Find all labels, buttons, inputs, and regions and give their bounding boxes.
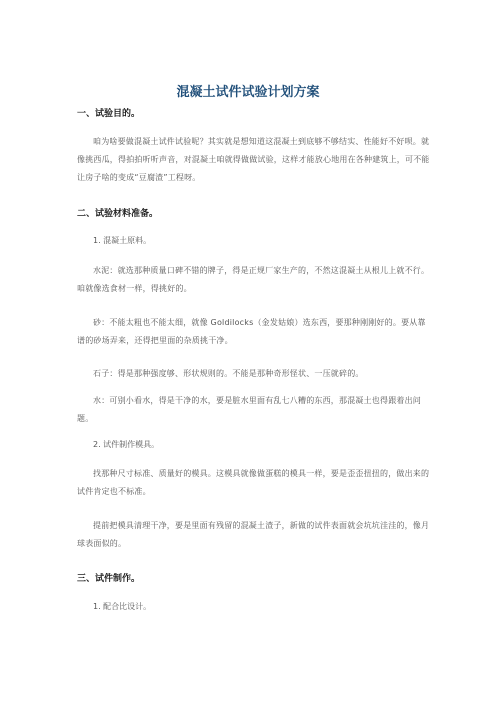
item-molds: 2. 试件制作模具。 [93,440,160,449]
paragraph-purpose: 咱为啥要做混凝土试件试验呢？其实就是想知道这混凝土到底够不够结实、性能好不好呗。就像挑西瓜，得拍拍听听声音，对混凝土咱就得做做试验，这样才能放心地用在各种建筑上，可不能让房子啥的变成“豆腐渣”工程呀。 [77,137,430,182]
paragraph-mold-standard: 找那种尺寸标准、质量好的模具。这模具就像做蛋糕的模具一样，要是歪歪扭扭的，做出来的试件肯定也不标准。 [77,469,430,496]
document-title: 混凝土试件试验计划方案 [176,85,320,100]
item-mix-design: 1. 配合比设计。 [93,602,152,611]
paragraph-cement: 水泥：就选那种质量口碑不错的牌子，得是正规厂家生产的，不然这混凝土从根儿上就不行。咱就像选食材一样，得挑好的。 [77,266,430,293]
section-heading-specimen-making: 三、试件制作。 [77,574,141,584]
item-concrete-raw-materials: 1. 混凝土原料。 [93,236,152,245]
paragraph-sand: 砂：不能太粗也不能太细，就像 Goldilocks（金发姑娘）选东西，要那种刚刚好的。要从靠谱的砂场弄来，还得把里面的杂质挑干净。 [77,318,426,345]
section-heading-materials: 二、试验材料准备。 [77,209,159,219]
section-heading-purpose: 一、试验目的。 [77,109,141,119]
paragraph-water: 水：可别小看水，得是干净的水，要是脏水里面有乱七八糟的东西，那混凝土也得跟着出问题。 [77,396,421,423]
paragraph-mold-cleaning: 提前把模具清理干净，要是里面有残留的混凝土渣子，新做的试件表面就会坑坑洼洼的，像月球表面似的。 [77,521,430,548]
paragraph-stone: 石子：得是那种强度够、形状规则的。不能是那种奇形怪状、一压就碎的。 [93,369,364,378]
